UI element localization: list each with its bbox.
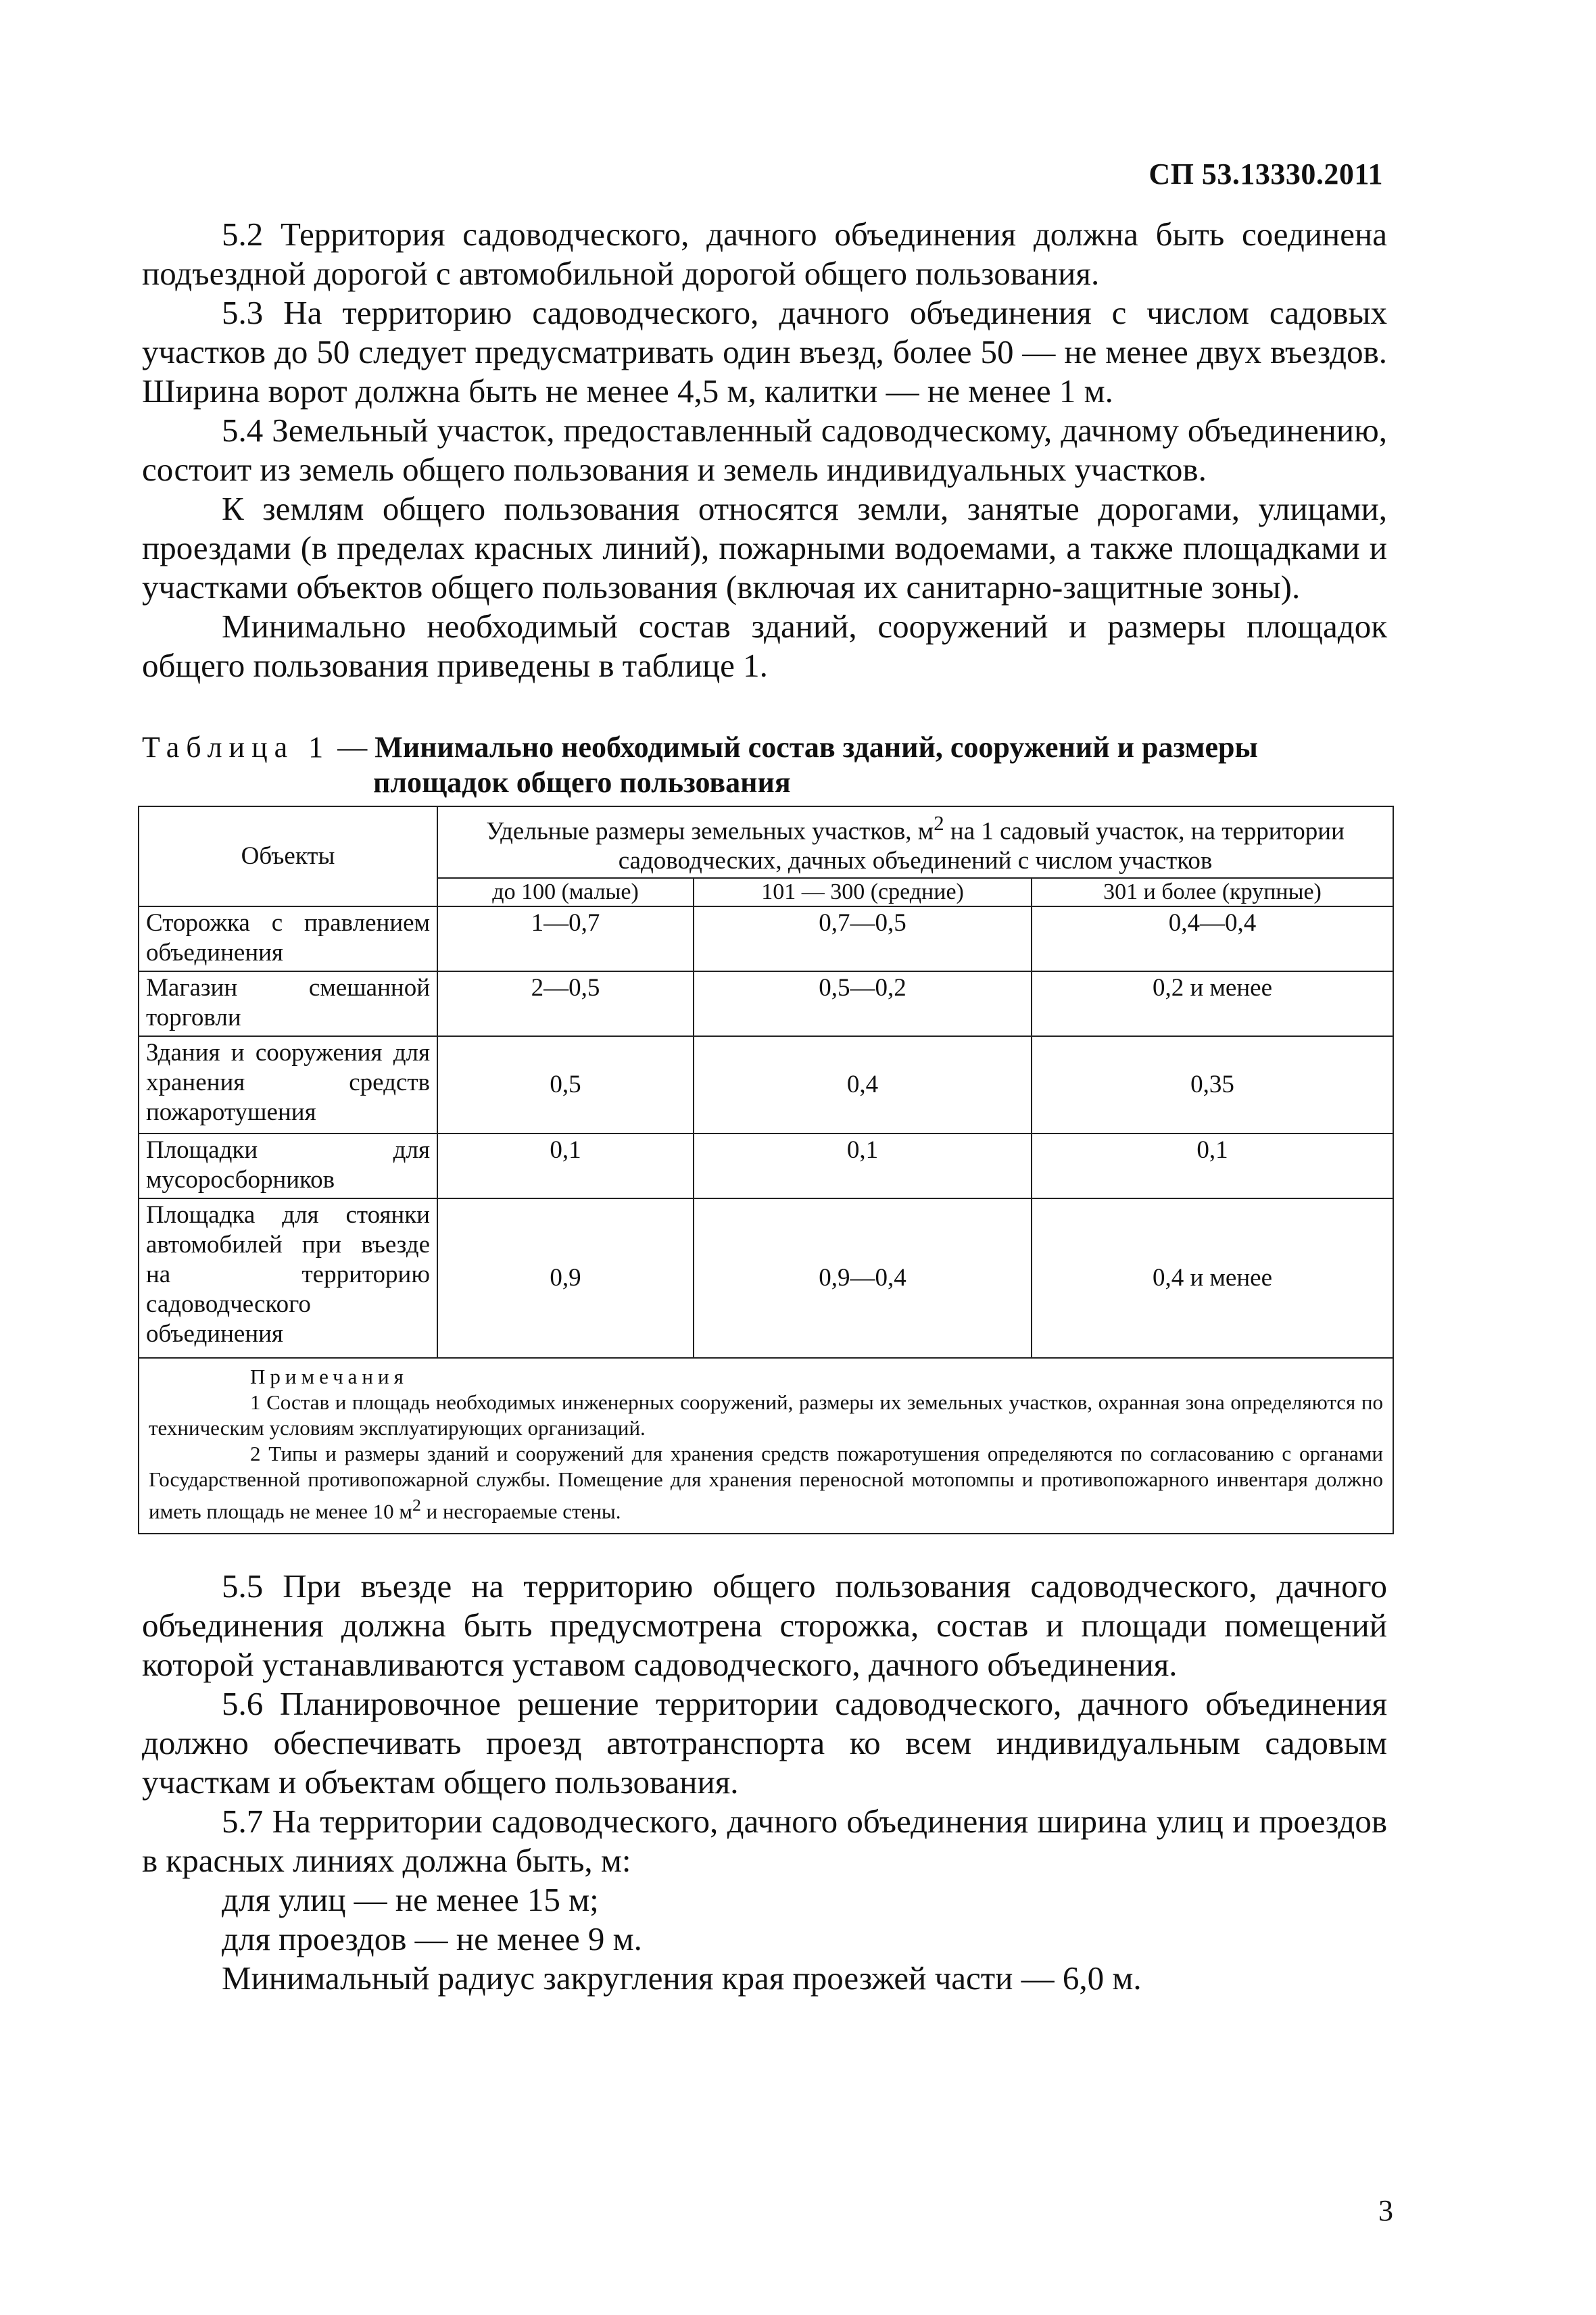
- row-value-large: 0,1: [1032, 1134, 1393, 1198]
- table-row: [139, 906, 1393, 971]
- row-value-large: 0,2 и менее: [1032, 971, 1393, 1036]
- row-value-medium: 0,5—0,2: [694, 971, 1032, 1036]
- note-2-text-continued: и несгораемые стены.: [420, 1499, 621, 1524]
- paragraph-5-2: 5.2 Территория садоводческого, дачного объединения должна быть соединена подъездной дорогой с автомобильной дорогой общего пользования.: [142, 216, 1387, 292]
- subheader-large: 301 и более (крупные): [1032, 878, 1393, 906]
- table-row: [139, 1134, 1393, 1198]
- header-sizes: [437, 806, 1393, 878]
- table-notes: [139, 1358, 1393, 1533]
- table-row: [139, 1036, 1393, 1134]
- header-objects: Объекты: [139, 806, 437, 906]
- list-item-streets: для улиц — не менее 15 м;: [222, 1881, 599, 1918]
- body-text-before-table: [142, 215, 1387, 685]
- paragraph-5-6: 5.6 Планировочное решение территории садоводческого, дачного объединения должно обеспечивать проезд автотранспорта ко всем индивидуальным садовым участкам и объектам общего пользования.: [142, 1685, 1387, 1801]
- note-2: [149, 1441, 1383, 1524]
- header-sizes-text: Удельные размеры земельных участков, м: [486, 817, 934, 846]
- table-caption-dash: —: [330, 731, 375, 764]
- note-2-superscript: 2: [412, 1495, 421, 1515]
- notes-title: Примечания: [250, 1365, 408, 1389]
- row-value-small: 0,9: [437, 1198, 694, 1358]
- header-sizes-superscript: 2: [934, 812, 944, 835]
- header-sizes-text-continued: на 1 садовый участок, на территории садоводческих, дачных объединений с числом участков: [618, 817, 1345, 875]
- table-row: [139, 1198, 1393, 1358]
- row-object: Площадки для мусоросборников: [139, 1134, 437, 1198]
- paragraph-5-4: 5.4 Земельный участок, предоставленный садоводческому, дачному объединению, состоит из земель общего пользования и земель индивидуальных участков.: [142, 412, 1387, 488]
- paragraph-5-5: 5.5 При въезде на территорию общего пользования садоводческого, дачного объединения должна быть предусмотрена сторожка, состав и площади помещений которой устанавливаются уставом садоводческого, дачного объединения.: [142, 1567, 1387, 1683]
- table-caption-label: Таблица 1: [142, 731, 331, 764]
- body-text-after-table: [142, 1567, 1387, 1998]
- row-value-medium: 0,4: [694, 1036, 1032, 1134]
- paragraph-5-3: 5.3 На территорию садоводческого, дачного объединения с числом садовых участков до 50 следует предусматривать один въезд, более 50 — не менее двух въездов. Ширина ворот должна быть не менее 4,5 м, калитки — не менее 1 м.: [142, 294, 1387, 410]
- row-value-small: 0,1: [437, 1134, 694, 1198]
- table-caption: [142, 730, 1387, 800]
- row-value-medium: 0,7—0,5: [694, 906, 1032, 971]
- page-number: 3: [1378, 2194, 1393, 2227]
- row-value-large: 0,4—0,4: [1032, 906, 1393, 971]
- row-value-small: 0,5: [437, 1036, 694, 1134]
- row-object: Магазин смешанной торговли: [139, 971, 437, 1036]
- row-value-medium: 0,9—0,4: [694, 1198, 1032, 1358]
- requirements-table: [138, 806, 1394, 1534]
- row-value-small: 1—0,7: [437, 906, 694, 971]
- row-value-large: 0,35: [1032, 1036, 1393, 1134]
- paragraph-min-radius: Минимальный радиус закругления края проезжей части — 6,0 м.: [222, 1959, 1142, 1997]
- list-item-passages: для проездов — не менее 9 м.: [222, 1920, 642, 1957]
- paragraph-5-7: 5.7 На территории садоводческого, дачного объединения ширина улиц и проездов в красных линиях должна быть, м:: [142, 1803, 1387, 1879]
- note-2-text: 2 Типы и размеры зданий и сооружений для хранения средств пожаротушения определяются по согласованию с органами Государственной противопожарной службы. Помещение для хранения переносной мотопомпы и противопожарного инвентаря должно иметь площадь не менее 10 м: [149, 1442, 1383, 1524]
- notes-row: [139, 1358, 1393, 1533]
- table-row: [139, 971, 1393, 1036]
- row-value-small: 2—0,5: [437, 971, 694, 1036]
- table-caption-title-continued: площадок общего пользования: [373, 766, 791, 799]
- row-value-medium: 0,1: [694, 1134, 1032, 1198]
- document-code: СП 53.13330.2011: [1148, 157, 1383, 191]
- row-object: Здания и сооружения для хранения средств пожаротушения: [139, 1036, 437, 1134]
- subheader-medium: 101 — 300 (средние): [694, 878, 1032, 906]
- row-value-large: 0,4 и менее: [1032, 1198, 1393, 1358]
- row-object: Площадка для стоянки автомобилей при въезде на территорию садоводческого объединения: [139, 1198, 437, 1358]
- subheader-small: до 100 (малые): [437, 878, 694, 906]
- row-object: Сторожка с правлением объединения: [139, 906, 437, 971]
- note-1: 1 Состав и площадь необходимых инженерных сооружений, размеры их земельных участков, охранная зона определяются по техническим условиям эксплуатирующих организаций.: [149, 1390, 1383, 1440]
- paragraph-table-reference: Минимально необходимый состав зданий, сооружений и размеры площадок общего пользования приведены в таблице 1.: [142, 608, 1387, 684]
- paragraph-common-lands: К землям общего пользования относятся земли, занятые дорогами, улицами, проездами (в пределах красных линий), пожарными водоемами, а также площадками и участками объектов общего пользования (включая их санитарно-защитные зоны).: [142, 490, 1387, 606]
- table-caption-title: Минимально необходимый состав зданий, сооружений и размеры: [374, 731, 1258, 764]
